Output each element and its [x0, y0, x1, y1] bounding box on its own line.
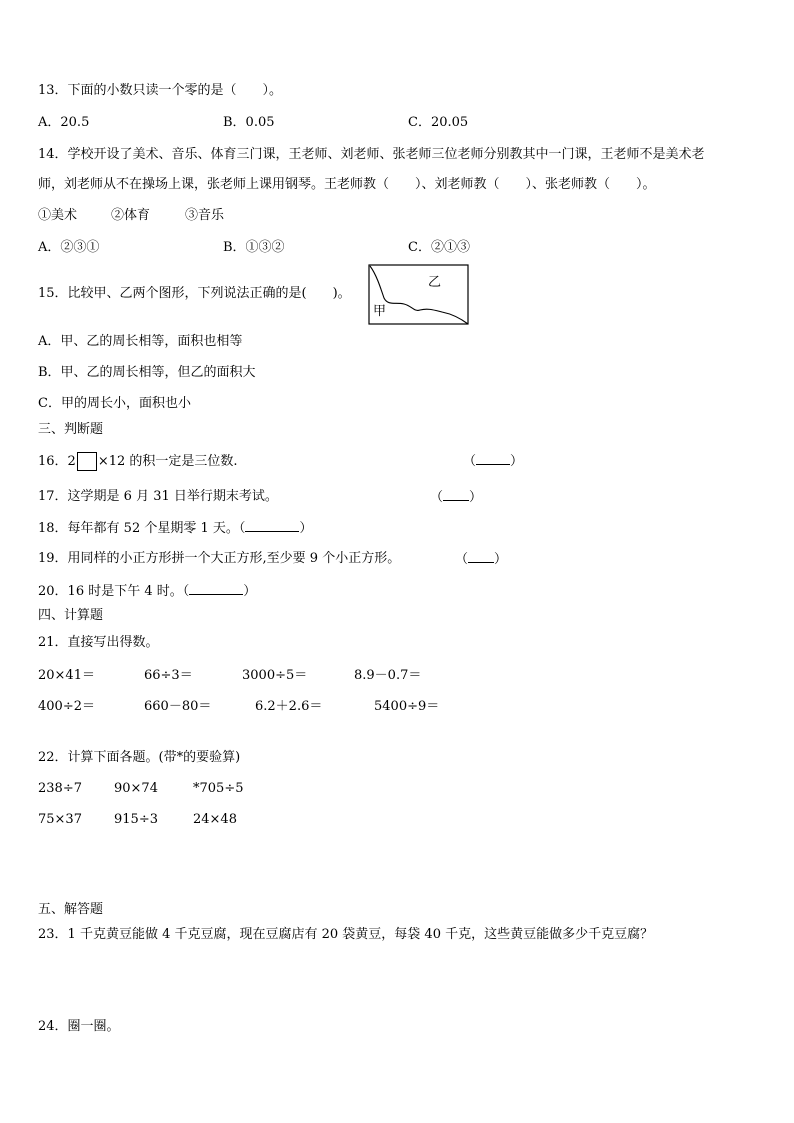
q14-option-c: C．②①③	[408, 240, 470, 255]
q21-item: 660－80＝	[144, 699, 212, 714]
q15-figure	[368, 264, 470, 326]
q21-stem: 21．直接写出得数。	[38, 635, 159, 650]
q15-option-c: C．甲的周长小，面积也小	[38, 396, 191, 411]
q13-option-b: B．0.05	[223, 115, 275, 130]
q19-answer: （ ）	[455, 552, 508, 567]
q16-answer-blank[interactable]	[476, 452, 510, 465]
q22-item: 75×37	[38, 812, 82, 827]
section-3-heading: 三、判断题	[38, 422, 104, 437]
q22-item: 238÷7	[38, 781, 82, 796]
q21-item: 400÷2＝	[38, 699, 95, 714]
q17-answer: （ ）	[430, 490, 483, 505]
q24-text: 24．圈一圈。	[38, 1019, 120, 1034]
q16-text-before: 16．2	[38, 454, 76, 469]
q20-answer-blank[interactable]	[189, 582, 243, 595]
q13-option-a: A．20.5	[38, 115, 90, 130]
q18-answer-blank[interactable]	[245, 519, 299, 532]
q22-item: 24×48	[193, 812, 237, 827]
q13-option-c: C．20.05	[408, 115, 469, 130]
q21-item: 3000÷5＝	[242, 668, 308, 683]
q17-text: 17．这学期是 6 月 31 日举行期末考试。	[38, 489, 278, 504]
q15-label-yi: 乙	[428, 275, 442, 290]
q22-stem: 22．计算下面各题。(带*的要验算)	[38, 750, 241, 765]
q20-line: 20．16 时是下午 4 时。（ ）	[38, 584, 257, 599]
q14-stem-line2: 师，刘老师从不在操场上课，张老师上课用钢琴。王老师教（ ）、刘老师教（ ）、张老师教（ ）。	[38, 177, 656, 192]
q13-stem: 13．下面的小数只读一个零的是（ ）。	[38, 83, 283, 98]
q19-answer-blank[interactable]	[468, 550, 494, 563]
q22-item: *705÷5	[193, 781, 244, 796]
q14-stem-line1: 14．学校开设了美术、音乐、体育三门课，王老师、刘老师、张老师三位老师分别教其中一门课，王老师不是美术老	[38, 147, 705, 162]
q21-item: 8.9－0.7＝	[354, 668, 422, 683]
q15-label-jia: 甲	[373, 304, 387, 319]
q14-subject-art: ①美术	[38, 208, 78, 223]
q16-text-after: ×12 的积一定是三位数.	[97, 454, 238, 469]
q15-stem: 15．比较甲、乙两个图形，下列说法正确的是( )。	[38, 286, 351, 301]
q16-answer: （ ）	[463, 454, 524, 469]
q23-text: 23．1 千克黄豆能做 4 千克豆腐，现在豆腐店有 20 袋黄豆，每袋 40 千克，这些黄豆能做多少千克豆腐？	[38, 927, 654, 942]
q21-item: 6.2＋2.6＝	[255, 699, 323, 714]
q14-option-b: B．①③②	[223, 240, 285, 255]
q16-line	[38, 452, 238, 471]
q20-text: 20．16 时是下午 4 时。（	[38, 584, 190, 599]
q15-option-b: B．甲、乙的周长相等，但乙的面积大	[38, 365, 256, 380]
q17-answer-blank[interactable]	[443, 488, 469, 501]
q15-option-a: A．甲、乙的周长相等，面积也相等	[38, 334, 243, 349]
q19-text: 19．用同样的小正方形拼一个大正方形,至少要 9 个小正方形。	[38, 551, 401, 566]
q22-item: 915÷3	[114, 812, 158, 827]
q18-text: 18．每年都有 52 个星期零 1 天。（	[38, 521, 246, 536]
q14-option-a: A．②③①	[38, 240, 100, 255]
q21-item: 66÷3＝	[144, 668, 193, 683]
section-5-heading: 五、解答题	[38, 902, 104, 917]
q18-line: 18．每年都有 52 个星期零 1 天。（ ）	[38, 521, 313, 536]
q14-subject-music: ③音乐	[185, 208, 225, 223]
section-4-heading: 四、计算题	[38, 608, 104, 623]
q22-item: 90×74	[114, 781, 158, 796]
q16-digit-box[interactable]	[77, 452, 97, 471]
q14-subject-pe: ②体育	[111, 208, 151, 223]
q21-item: 5400÷9＝	[374, 699, 440, 714]
q21-item: 20×41＝	[38, 668, 95, 683]
